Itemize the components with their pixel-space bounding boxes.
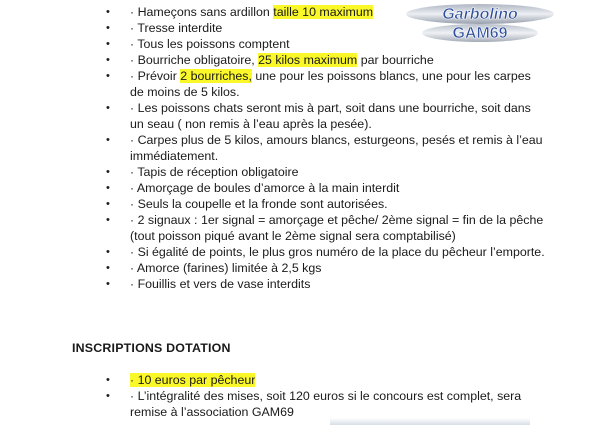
item-text: · L’intégralité des mises, soit 120 euros si le concours est complet, sera remise à l’association GAM69 bbox=[130, 389, 522, 419]
logo-brand-text: Garbolino bbox=[442, 6, 518, 23]
item-text: · Carpes plus de 5 kilos, amours blancs, esturgeons, pesés et remis à l’eau immédiatement. bbox=[130, 133, 543, 163]
rule-item bbox=[106, 244, 548, 260]
item-text: · Bourriche obligatoire, bbox=[130, 53, 259, 67]
bullet-icon: • bbox=[106, 182, 110, 194]
bottom-image-edge bbox=[330, 418, 530, 425]
bullet-icon: • bbox=[106, 54, 110, 66]
item-text: · Amorçage de boules d’amorce à la main interdit bbox=[130, 181, 400, 195]
item-text: · Amorce (farines) limitée à 2,5 kgs bbox=[130, 261, 322, 275]
bullet-icon: • bbox=[106, 102, 110, 114]
rules-list bbox=[106, 4, 548, 292]
highlighted-text: 2 bourriches, bbox=[180, 69, 252, 83]
rule-item bbox=[106, 132, 548, 164]
item-text: par bourriche bbox=[357, 53, 434, 67]
rule-item bbox=[106, 52, 548, 68]
rule-item bbox=[106, 100, 548, 132]
rule-item bbox=[106, 260, 548, 276]
highlighted-text: taille 10 maximum bbox=[273, 5, 374, 19]
rule-item bbox=[106, 4, 548, 20]
bullet-icon: • bbox=[106, 198, 110, 210]
highlighted-text: 25 kilos maximum bbox=[258, 53, 358, 67]
item-text: · Tapis de réception obligatoire bbox=[130, 165, 299, 179]
rule-item bbox=[106, 276, 548, 292]
item-text: · Seuls la coupelle et la fronde sont autorisées. bbox=[130, 197, 388, 211]
bullet-icon: • bbox=[106, 390, 110, 402]
inscription-item bbox=[106, 372, 548, 388]
bullet-icon: • bbox=[106, 70, 110, 82]
inscriptions-list bbox=[106, 372, 548, 420]
rule-item bbox=[106, 196, 548, 212]
item-text: · Fouillis et vers de vase interdits bbox=[130, 277, 311, 291]
bullet-icon: • bbox=[106, 278, 110, 290]
bullet-icon: • bbox=[106, 246, 110, 258]
rule-item bbox=[106, 180, 548, 196]
logo-club-text: GAM69 bbox=[452, 25, 508, 42]
rule-item bbox=[106, 68, 548, 100]
bullet-icon: • bbox=[106, 166, 110, 178]
rule-item bbox=[106, 20, 548, 36]
inscriptions-title: INSCRIPTIONS DOTATION bbox=[72, 341, 231, 355]
rule-item bbox=[106, 164, 548, 180]
item-text: · Si égalité de points, le plus gros numéro de la place du pêcheur l’emporte. bbox=[130, 245, 545, 259]
bullet-icon: • bbox=[106, 262, 110, 274]
highlighted-text: · 10 euros par pêcheur bbox=[130, 373, 256, 387]
item-text: · Hameçons sans ardillon bbox=[130, 5, 274, 19]
rule-item bbox=[106, 212, 548, 244]
item-text: une pour les poissons blancs, une pour les carpes de moins de 5 kilos. bbox=[130, 69, 531, 99]
bullet-icon: • bbox=[106, 374, 110, 386]
bullet-icon: • bbox=[106, 134, 110, 146]
bullet-icon: • bbox=[106, 38, 110, 50]
bullet-icon: • bbox=[106, 6, 110, 18]
item-text: · Tresse interdite bbox=[130, 21, 223, 35]
rule-item bbox=[106, 36, 548, 52]
item-text: · Tous les poissons comptent bbox=[130, 37, 290, 51]
item-text: · 2 signaux : 1er signal = amorçage et pêche/ 2ème signal = fin de la pêche (tout poisson piqué avant le 2ème signal sera comptabilisé) bbox=[130, 213, 544, 243]
item-text: · Prévoir bbox=[130, 69, 181, 83]
bullet-icon: • bbox=[106, 214, 110, 226]
inscription-item bbox=[106, 388, 548, 420]
bullet-icon: • bbox=[106, 22, 110, 34]
item-text: · Les poissons chats seront mis à part, soit dans une bourriche, soit dans un seau ( non remis à l’eau après la pesée). bbox=[130, 101, 531, 131]
